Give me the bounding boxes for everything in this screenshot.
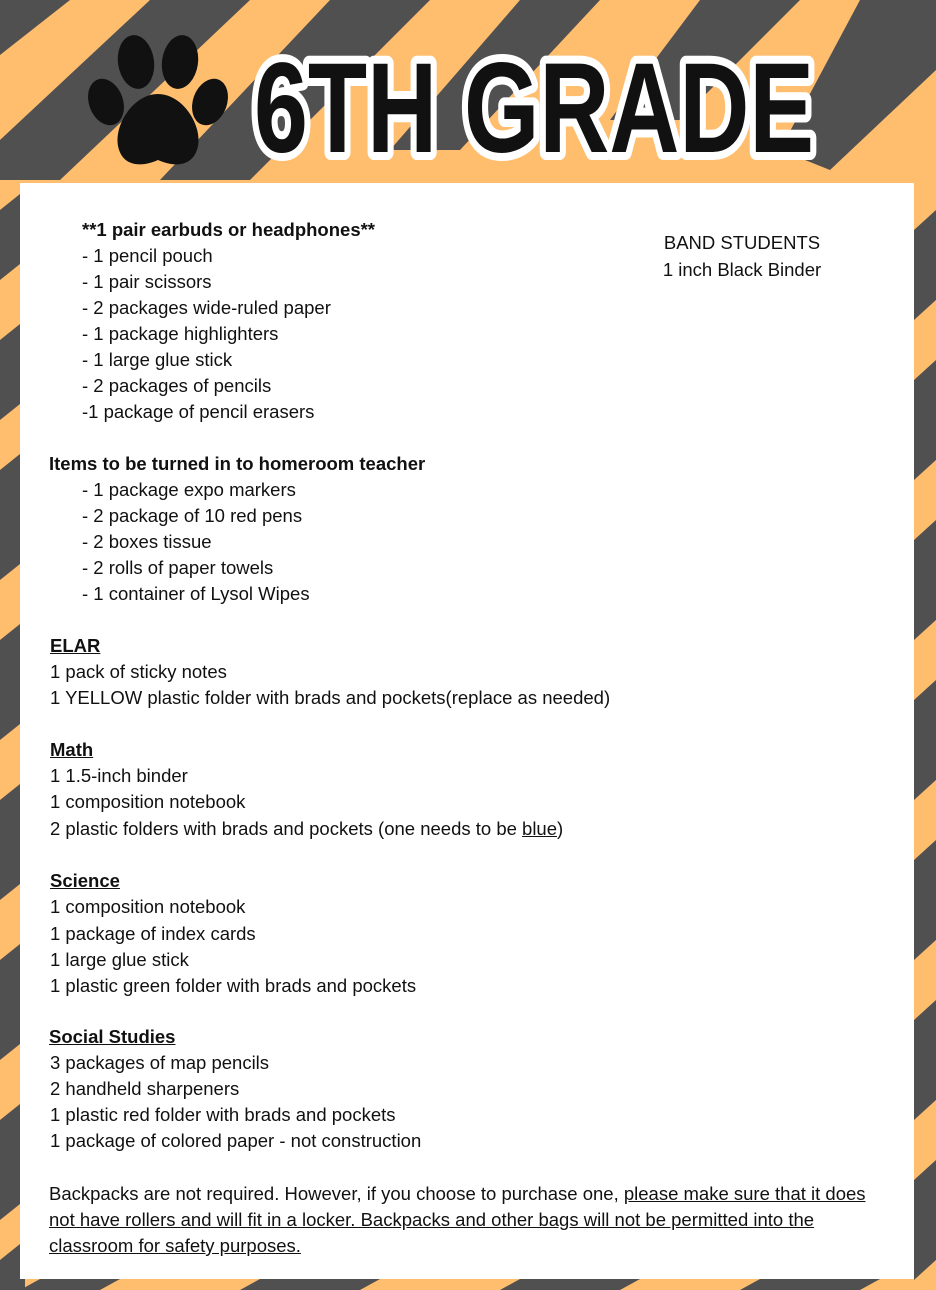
list-item: - 1 container of Lysol Wipes	[82, 583, 310, 604]
list-item: - 1 pencil pouch	[82, 245, 213, 266]
math-folder-end: )	[557, 818, 564, 839]
supply-list-panel	[20, 183, 914, 1279]
list-item: 1 package of index cards	[50, 923, 256, 944]
math-heading: Math	[50, 739, 94, 760]
list-item: - 2 rolls of paper towels	[82, 557, 274, 578]
list-item: 3 packages of map pencils	[50, 1052, 270, 1073]
list-item: - 1 package expo markers	[82, 479, 296, 500]
band-students-item: 1 inch Black Binder	[662, 259, 822, 280]
backpack-note	[49, 1181, 869, 1259]
math-folder-text: 2 plastic folders with brads and pockets (one needs to be	[50, 818, 523, 839]
band-students-heading: BAND STUDENTS	[663, 232, 821, 253]
elar-heading: ELAR	[50, 635, 101, 656]
list-item: 1 composition notebook	[50, 791, 246, 812]
list-item: 1 1.5-inch binder	[50, 765, 188, 786]
list-item: 1 composition notebook	[50, 896, 246, 917]
list-item: 1 YELLOW plastic folder with brads and pockets(replace as needed)	[50, 687, 611, 708]
social-studies-heading: Social Studies	[49, 1026, 176, 1047]
list-item: 1 plastic red folder with brads and pockets	[50, 1104, 396, 1125]
earbuds-heading: **1 pair earbuds or headphones**	[82, 219, 376, 240]
list-item: - 1 package highlighters	[82, 323, 279, 344]
page-title	[244, 34, 824, 180]
list-item: 1 plastic green folder with brads and pockets	[50, 975, 417, 996]
science-heading: Science	[50, 870, 120, 891]
list-item: 2 handheld sharpeners	[50, 1078, 240, 1099]
list-item: 1 package of colored paper - not construction	[50, 1130, 422, 1151]
list-item: - 1 pair scissors	[82, 271, 212, 292]
list-item: - 2 package of 10 red pens	[82, 505, 303, 526]
list-item: 1 pack of sticky notes	[50, 661, 227, 682]
list-item: - 2 packages of pencils	[82, 375, 272, 396]
list-item: 1 large glue stick	[50, 949, 189, 970]
svg-text:6TH GRADE: 6TH GRADE	[254, 37, 814, 180]
math-folder-color: blue	[522, 818, 558, 839]
list-item: - 2 packages wide-ruled paper	[82, 297, 331, 318]
backpack-note-warning: please make sure that it does not have rollers and will fit in a locker. Backpacks and other bags will not be permitted into the classroom for safety purposes.	[49, 1183, 866, 1256]
backpack-note-text: Backpacks are not required. However, if you choose to purchase one,	[49, 1183, 624, 1204]
paw-print-icon	[84, 32, 232, 172]
list-item	[50, 816, 563, 842]
homeroom-heading: Items to be turned in to homeroom teacher	[49, 453, 426, 474]
list-item: - 1 large glue stick	[82, 349, 233, 370]
list-item: -1 package of pencil erasers	[82, 401, 315, 422]
list-item: - 2 boxes tissue	[82, 531, 212, 552]
